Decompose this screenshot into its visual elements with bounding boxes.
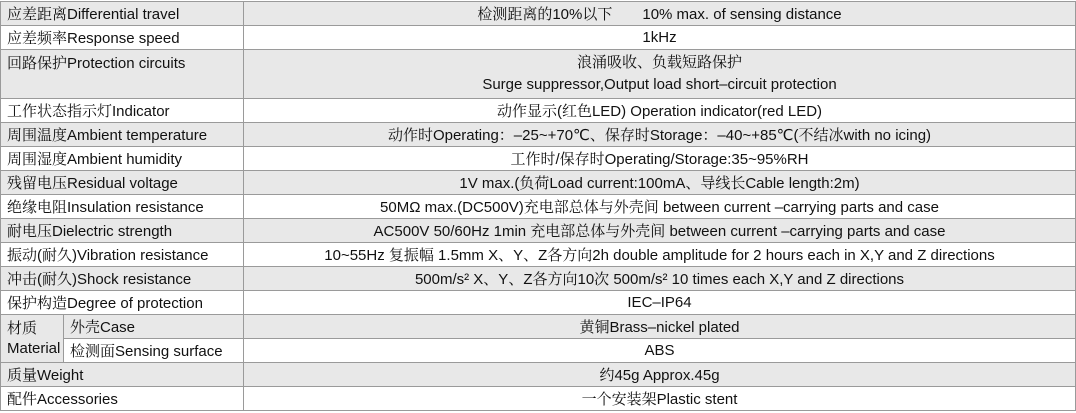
- material-label-cn: 材质: [7, 319, 38, 337]
- row-value: 检测距离的10%以下 10% max. of sensing distance: [244, 2, 1076, 26]
- row-value: IEC–IP64: [244, 291, 1076, 315]
- row-value: 动作显示(红色LED) Operation indicator(red LED): [244, 99, 1076, 123]
- row-value: 工作时/保存时Operating/Storage:35~95%RH: [244, 147, 1076, 171]
- table-row: [1, 2, 1076, 26]
- row-value: 动作时Operating：–25~+70℃、保存时Storage：–40~+85℃(不结冰with no icing): [244, 123, 1076, 147]
- spec-table: [0, 1, 1076, 411]
- table-row: [1, 291, 1076, 315]
- row-label: 配件Accessories: [1, 387, 244, 411]
- material-sub-label: 检测面Sensing surface: [64, 339, 244, 363]
- table-row: [1, 243, 1076, 267]
- row-value-line1: 浪涌吸收、负载短路保护: [576, 54, 742, 71]
- row-value: AC500V 50/60Hz 1min 充电部总体与外壳间 between current –carrying parts and case: [244, 219, 1076, 243]
- row-value: ABS: [244, 339, 1076, 363]
- row-label: 冲击(耐久)Shock resistance: [1, 267, 244, 291]
- row-label: 应差频率Response speed: [1, 26, 244, 50]
- row-value: 1V max.(负荷Load current:100mA、导线长Cable length:2m): [244, 171, 1076, 195]
- row-label: 周围温度Ambient temperature: [1, 123, 244, 147]
- row-label: 质量Weight: [1, 363, 244, 387]
- row-label: 残留电压Residual voltage: [1, 171, 244, 195]
- row-label: 周围湿度Ambient humidity: [1, 147, 244, 171]
- table-row: [1, 50, 1076, 99]
- table-row: [1, 267, 1076, 291]
- table-row: [1, 339, 1076, 363]
- row-label: 绝缘电阻Insulation resistance: [1, 195, 244, 219]
- table-row: [1, 315, 1076, 339]
- row-value: [244, 50, 1076, 99]
- table-row: [1, 195, 1076, 219]
- table-row: [1, 99, 1076, 123]
- row-label: 保护构造Degree of protection: [1, 291, 244, 315]
- row-value: 500m/s² X、Y、Z各方向10次 500m/s² 10 times each X,Y and Z directions: [244, 267, 1076, 291]
- row-label: 振动(耐久)Vibration resistance: [1, 243, 244, 267]
- material-sub-label: 外壳Case: [64, 315, 244, 339]
- row-label: 应差距离Differential travel: [1, 2, 244, 26]
- row-label: 工作状态指示灯Indicator: [1, 99, 244, 123]
- table-row: [1, 26, 1076, 50]
- table-row: [1, 363, 1076, 387]
- table-row: [1, 219, 1076, 243]
- row-value: 黄铜Brass–nickel plated: [244, 315, 1076, 339]
- table-row: [1, 171, 1076, 195]
- table-row: [1, 147, 1076, 171]
- row-value: 50MΩ max.(DC500V)充电部总体与外壳间 between current –carrying parts and case: [244, 195, 1076, 219]
- row-value-line2: Surge suppressor,Output load short–circuit protection: [482, 76, 837, 93]
- table-row: [1, 123, 1076, 147]
- row-value: 约45g Approx.45g: [244, 363, 1076, 387]
- row-label: 回路保护Protection circuits: [1, 50, 244, 99]
- row-value: 一个安装架Plastic stent: [244, 387, 1076, 411]
- table-row: [1, 387, 1076, 411]
- material-label-en: Material: [7, 339, 61, 357]
- row-label: 耐电压Dielectric strength: [1, 219, 244, 243]
- row-value: 1kHz: [244, 26, 1076, 50]
- row-value: 10~55Hz 复振幅 1.5mm X、Y、Z各方向2h double amplitude for 2 hours each in X,Y and Z directions: [244, 243, 1076, 267]
- material-label: [1, 315, 64, 363]
